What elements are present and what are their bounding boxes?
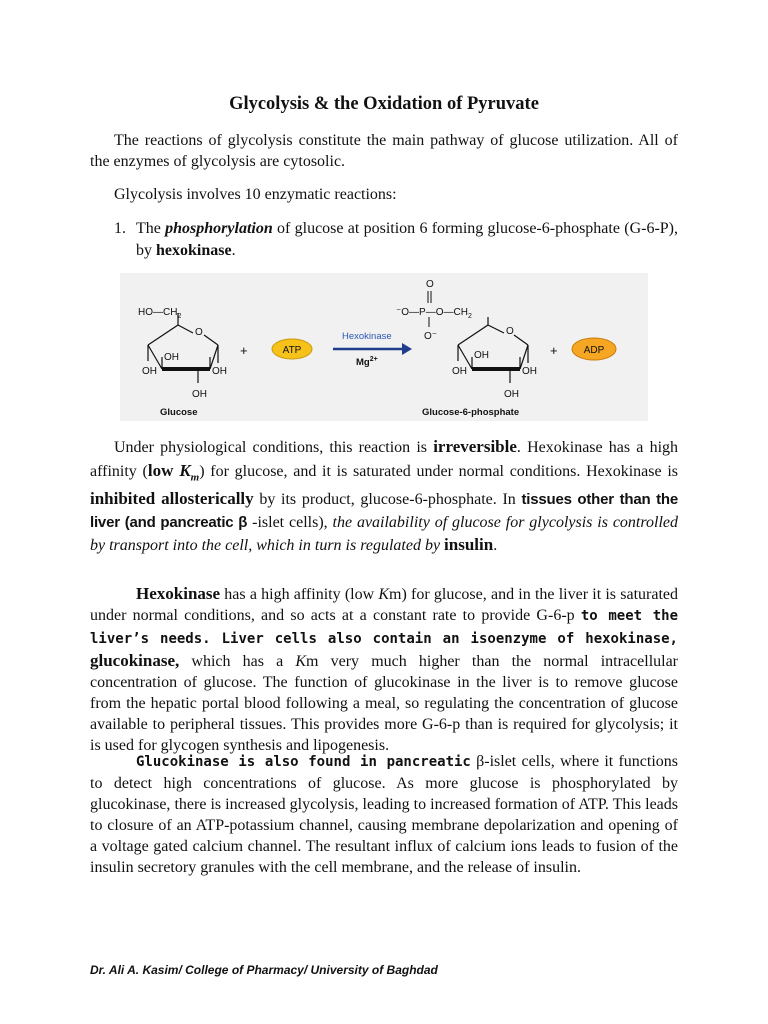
- atp-label: ATP: [282, 345, 302, 356]
- g6p-oh-c3: OH: [452, 366, 467, 377]
- glucose-structure: [148, 313, 218, 383]
- phosphate-bottom-oxygen: O⁻: [424, 331, 438, 342]
- phosphate-top-oxygen: O: [426, 279, 434, 290]
- g6p-ring-oxygen: O: [506, 326, 514, 337]
- g6p-structure: [458, 317, 528, 383]
- glucose-oh-c1: OH: [212, 366, 227, 377]
- enzyme-label: Hexokinase: [342, 331, 392, 342]
- adp-label: ADP: [583, 345, 605, 356]
- plus-sign-left: +: [240, 343, 248, 358]
- hexokinase-term: hexokinase: [156, 242, 232, 259]
- glucose-ring-oxygen: O: [195, 327, 203, 338]
- paragraph-irreversible: Under physiological conditions, this reaction is irreversible. Hexokinase has a high affinity (low $K_m$) for glucose, and it is saturated under normal conditions. Hexokinase is inhibited allosterically by its product, glucose-6-phosphate. In tissues other than the liver (and pancreatic β -islet cells), the availability of glucose for glycolysis is controlled by transport into the cell, which in turn is regulated by insulin.: [90, 437, 679, 555]
- paragraph-pancreatic-glucokinase: Glucokinase is also found in pancreatic β-islet cells, where it functions to detect high concentrations of glucose. As more glucose is phosphorylated by glucokinase, there is increased glycolysis, leading to increased formation of ATP. This leads to closure of an ATP-potassium channel, causing membrane depolarization and opening of a voltage gated calcium channel. The resultant influx of calcium ions leads to fusion of the insulin secretory granules with the cell membrane, and the release of insulin.: [90, 753, 678, 876]
- reactions-line: Glycolysis involves 10 enzymatic reactions:: [114, 186, 397, 203]
- plus-sign-right: +: [550, 343, 558, 358]
- g6p-oh-c4: OH: [474, 350, 489, 361]
- page-title: Glycolysis & the Oxidation of Pyruvate: [229, 94, 539, 114]
- intro-paragraph: The reactions of glycolysis constitute the main pathway of glucose utilization. All of the enzymes of glycolysis are cytosolic.: [90, 132, 678, 170]
- cofactor-label: $Mg^{2+}$: [356, 356, 378, 368]
- hexokinase-reaction-figure: [120, 273, 648, 421]
- reaction-arrow: [333, 343, 412, 355]
- glucose-oh-c2: OH: [192, 389, 207, 400]
- paragraph-hexokinase-glucokinase: Hexokinase has a high affinity (low Km) for glucose, and in the liver it is saturated under normal conditions, and so acts at a constant rate to provide G-6-p to meet the liver’s needs. Liver cells also contain an isoenzyme of hexokinase, glucokinase, which has a Km very much higher than the normal intracellular concentration of glucose. The function of glucokinase in the liver is to remove glucose from the hepatic portal blood following a meal, so regulating the concentration of glucose available to peripheral tissues. This provides more G-6-p than is required for glycolysis; it is used for glycogen synthesis and lipogenesis.: [90, 584, 679, 754]
- glucose-oh-c3: OH: [142, 366, 157, 377]
- glucose-oh-c4: OH: [164, 352, 179, 363]
- glucose-label: Glucose: [160, 407, 198, 418]
- item-1-text: The phosphorylation of glucose at position 6 forming glucose-6-phosphate (G-6-P), by hexokinase.: [136, 220, 679, 259]
- g6p-label: Glucose-6-phosphate: [422, 407, 520, 418]
- item-number: 1.: [114, 220, 126, 237]
- reaction-diagram: [120, 273, 648, 421]
- page-footer: Dr. Ali A. Kasim/ College of Pharmacy/ University of Baghdad: [90, 963, 438, 977]
- glucose-ho-ch2: $HO—CH_2$: [138, 307, 182, 320]
- phosphate-row: $^-O—P—O—CH_2$: [396, 307, 472, 320]
- g6p-oh-c1: OH: [522, 366, 537, 377]
- g6p-oh-c2: OH: [504, 389, 519, 400]
- phosphorylation-term: phosphorylation: [165, 220, 273, 237]
